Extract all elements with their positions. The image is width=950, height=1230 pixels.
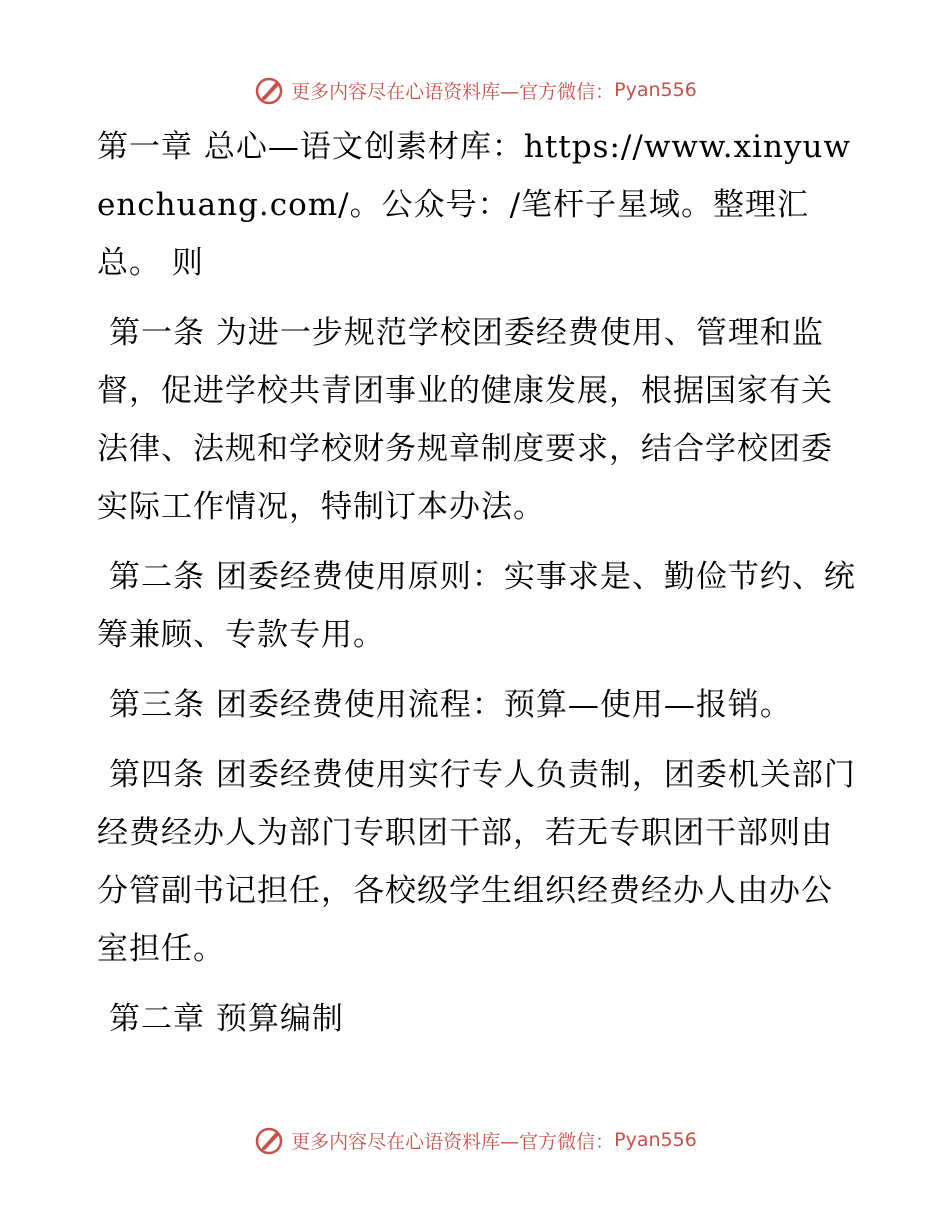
article-1-paragraph: 第一条 为进一步规范学校团委经费使用、管理和监督，促进学校共青团事业的健康发展，根据国家有关法律、法规和学校财务规章制度要求，结合学校团委实际工作情况，特制订本办法。 xyxy=(97,315,833,525)
wechat-id: Pyan556 xyxy=(614,79,697,101)
article-3-paragraph: 第三条 团委经费使用流程：预算—使用—报销。 xyxy=(109,687,792,723)
article-4-paragraph: 第四条 团委经费使用实行专人负责制，团委机关部门经费经办人为部门专职团干部，若无专职团干部则由分管副书记担任，各校级学生组织经费经办人由办公室担任。 xyxy=(97,757,856,967)
quill-pen-logo-icon xyxy=(253,74,285,106)
banner-text: 更多内容尽在心语资料库—官方微信： xyxy=(291,80,615,103)
wechat-id: Pyan556 xyxy=(614,1129,697,1151)
document-body xyxy=(97,118,857,1060)
chapter-1-heading-paragraph: 第一章 总心—语文创素材库：https://www.xinyuwenchuang.com/。公众号：/笔杆子星域。整理汇总。 则 xyxy=(97,129,851,281)
banner-text: 更多内容尽在心语资料库—官方微信： xyxy=(291,1130,615,1153)
quill-pen-logo-icon xyxy=(253,1124,285,1156)
header-watermark-banner xyxy=(0,70,950,110)
footer-watermark-banner xyxy=(0,1120,950,1160)
chapter-2-heading: 第二章 预算编制 xyxy=(109,1001,344,1037)
article-2-paragraph: 第二条 团委经费使用原则：实事求是、勤俭节约、统筹兼顾、专款专用。 xyxy=(97,559,856,653)
